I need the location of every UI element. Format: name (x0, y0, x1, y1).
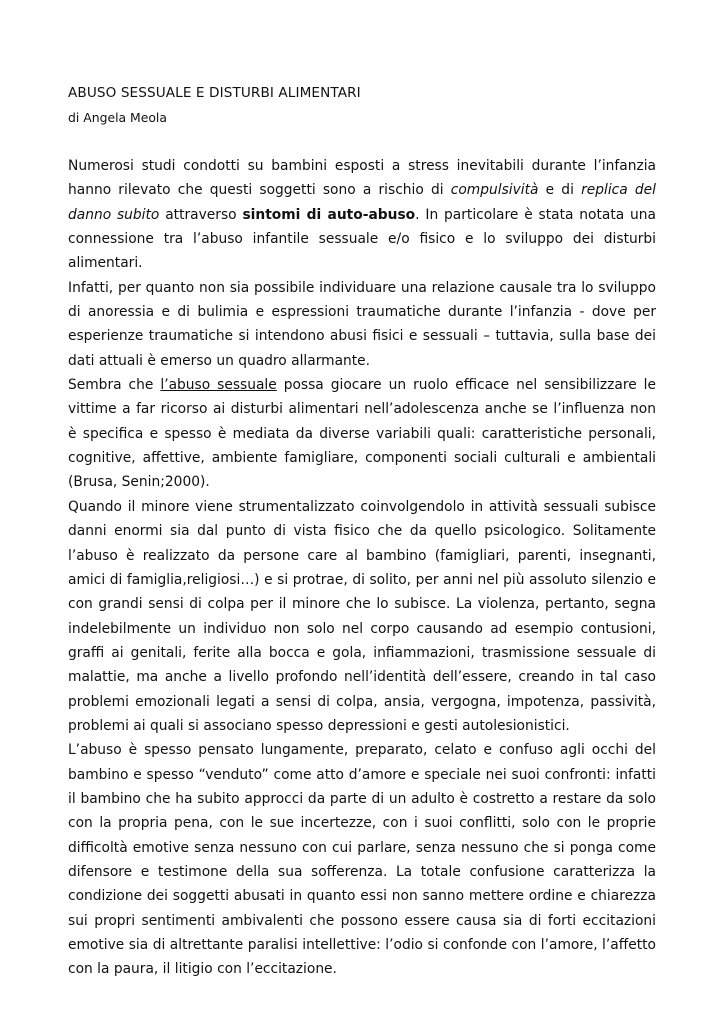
emphasis-replica: replica del danno subito (68, 182, 656, 223)
document-body (68, 154, 656, 982)
paragraph-3-text-b: possa giocare un ruolo efficace nel sensibilizzare le vittime a far ricorso ai disturbi alimentari nell’adolescenza anche se l’influenza non è specifica e spesso è mediata da diverse variabili quali: caratteristiche personali, cognitive, affettive, ambiente famigliare, componenti sociali culturali e ambientali (Brusa, Senin;2000). (68, 377, 656, 491)
paragraph-1-text-a: Numerosi studi condotti su bambini esposti a stress inevitabili durante l’infanzia hanno rilevato che questi soggetti sono a rischio di (68, 158, 656, 199)
paragraph-1-text-d: . In particolare è stata notata una connessione tra l’abuso infantile sessuale e/o fisico e lo sviluppo dei disturbi alimentari. (68, 206, 657, 272)
abuso-sessuale-link[interactable]: l’abuso sessuale (160, 377, 277, 394)
paragraph-3 (68, 373, 656, 495)
paragraph-1-text-c: attraverso (159, 206, 243, 223)
paragraph-1 (68, 154, 656, 276)
paragraph-1-text-b: e di (538, 182, 582, 199)
document-title: ABUSO SESSUALE E DISTURBI ALIMENTARI (68, 85, 361, 101)
document-author: di Angela Meola (68, 110, 167, 125)
paragraph-4: Quando il minore viene strumentalizzato coinvolgendolo in attività sessuali subisce danni enormi sia dal punto di vista fisico che da quello psicologico. Solitamente l’abuso è realizzato da persone care al bambino (famigliari, parenti, insegnanti, amici di famiglia,religiosi…) e si protrae, di solito, per anni nel più assoluto silenzio e con grandi sensi di colpa per il minore che lo subisce. La violenza, pertanto, segna indelebilmente un individuo non solo nel corpo causando ad esempio contusioni, graffi ai genitali, ferite alla bocca e gola, infiammazioni, trasmissione sessuale di malattie, ma anche a livello profondo nell’identità dell’essere, creando in tal caso problemi emozionali legati a sensi di colpa, ansia, vergogna, impotenza, passività, problemi ai quali si associano spesso depressioni e gesti autolesionistici. (68, 498, 656, 734)
paragraph-2: Infatti, per quanto non sia possibile individuare una relazione causale tra lo sviluppo di anoressia e di bulimia e espressioni traumatiche durante l’infanzia - dove per esperienze traumatiche si intendono abusi fisici e sessuali – tuttavia, sulla base dei dati attuali è emerso un quadro allarmante. (68, 279, 656, 369)
bold-auto-abuso: sintomi di auto-abuso (242, 206, 416, 223)
paragraph-3-text-a: Sembra che (68, 377, 161, 394)
paragraph-5: L’abuso è spesso pensato lungamente, preparato, celato e confuso agli occhi del bambino e spesso “venduto” come atto d’amore e speciale nei suoi confronti: infatti il bambino che ha subito approcci da parte di un adulto è costretto a restare da solo con la propria pena, con le sue incertezze, con i suoi conflitti, solo con le proprie difficoltà emotive senza nessuno con cui parlare, senza nessuno che si ponga come difensore e testimone della sua sofferenza. La totale confusione caratterizza la condizione dei soggetti abusati in quanto essi non sanno mettere ordine e chiarezza sui propri sentimenti ambivalenti che possono essere causa sia di forti eccitazioni emotive sia di altrettante paralisi intellettive: l’odio si confonde con l’amore, l’affetto con la paura, il litigio con l’eccitazione. (68, 742, 656, 978)
emphasis-compulsivita: compulsività (450, 182, 539, 199)
